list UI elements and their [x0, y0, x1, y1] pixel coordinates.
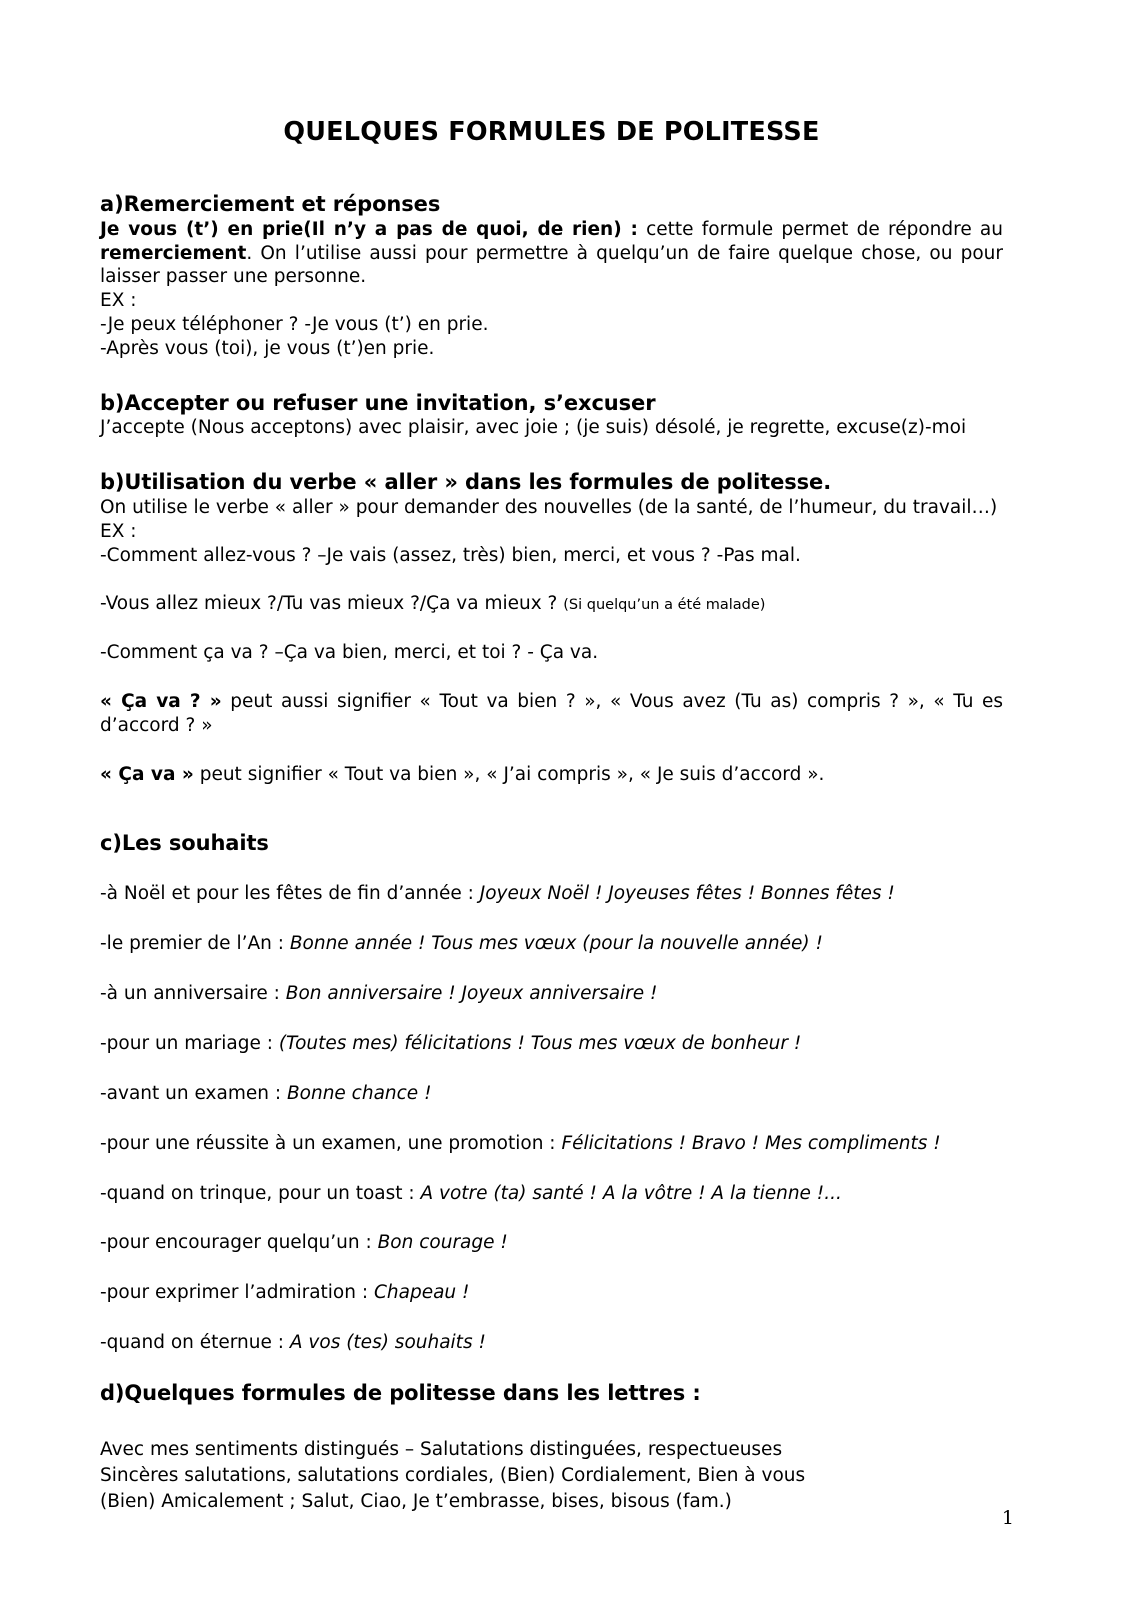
wish-label: -le premier de l’An : — [100, 933, 290, 955]
section-a-example-1: -Je peux téléphoner ? -Je vous (t’) en prie. — [100, 314, 489, 336]
wish-label: -à Noël et pour les fêtes de fin d’année : — [100, 883, 480, 905]
wish-label: -avant un examen : — [100, 1082, 287, 1104]
wish-example: Félicitations ! Bravo ! Mes compliments ! — [561, 1132, 941, 1154]
wish-example: Bon courage ! — [377, 1232, 508, 1254]
section-b2-body: On utilise le verbe « aller » pour demander des nouvelles (de la santé, de l’humeur, du travail…) — [100, 496, 998, 518]
wish-item — [100, 1182, 1003, 1206]
section-accepter-refuser — [100, 391, 1003, 440]
wish-item — [100, 982, 1003, 1006]
section-b2-heading: b)Utilisation du verbe « aller » dans les formules de politesse. — [100, 470, 832, 495]
section-a-example-2: -Après vous (toi), je vous (t’)en prie. — [100, 337, 435, 359]
section-b2-example-2 — [100, 592, 1003, 616]
wish-label: -pour encourager quelqu’un : — [100, 1232, 378, 1254]
wish-item — [100, 932, 1003, 956]
section-b1-body: J’accepte (Nous acceptons) avec plaisir, avec joie ; (je suis) désolé, je regrette, excuse(z)-moi — [100, 417, 967, 439]
section-b1-heading: b)Accepter ou refuser une invitation, s’excuser — [100, 390, 656, 415]
wish-example: A vos (tes) souhaits ! — [289, 1332, 486, 1354]
section-b2-example-2-main: -Vous allez mieux ?/Tu vas mieux ?/Ça va mieux ? — [100, 593, 564, 615]
section-d-line-2: Sincères salutations, salutations cordiales, (Bien) Cordialement, Bien à vous — [100, 1464, 806, 1486]
wish-item — [100, 1082, 1003, 1106]
wish-label: -pour un mariage : — [100, 1032, 279, 1054]
wish-item — [100, 1132, 1003, 1156]
section-b2-note-1 — [100, 690, 1003, 738]
wish-label: -pour une réussite à un examen, une promotion : — [100, 1132, 562, 1154]
section-c-heading: c)Les souhaits — [100, 830, 269, 855]
section-b2-ex-label: EX : — [100, 520, 137, 542]
section-a-bold-mid: remerciement — [100, 242, 247, 264]
wish-label: -quand on trinque, pour un toast : — [100, 1182, 421, 1204]
section-b2-note-2-bold: « Ça va » — [100, 763, 194, 785]
section-souhaits — [100, 831, 1003, 1355]
wish-item — [100, 1331, 1003, 1355]
section-a-body — [100, 218, 1003, 290]
section-a-body-part2: . On l’utilise aussi pour permettre à quelqu’un de faire quelque chose, ou pour laisser passer une personne. — [100, 242, 1003, 288]
section-a-heading: a)Remerciement et réponses — [100, 192, 441, 217]
page-title: QUELQUES FORMULES DE POLITESSE — [283, 117, 820, 147]
section-b2-note-1-rest: peut aussi signifier « Tout va bien ? », « Vous avez (Tu as) compris ? », « Tu es d’accord ? » — [100, 691, 1003, 737]
section-d-line-3: (Bien) Amicalement ; Salut, Ciao, Je t’embrasse, bises, bisous (fam.) — [100, 1491, 732, 1513]
wish-example: Joyeux Noël ! Joyeuses fêtes ! Bonnes fêtes ! — [479, 883, 895, 905]
section-a-ex-label: EX : — [100, 290, 137, 312]
section-b2-note-2 — [100, 763, 1003, 787]
wish-example: Bonne chance ! — [286, 1082, 432, 1104]
section-b2-example-3: -Comment ça va ? –Ça va bien, merci, et toi ? - Ça va. — [100, 642, 599, 664]
wish-label: -pour exprimer l’admiration : — [100, 1282, 374, 1304]
wish-item — [100, 882, 1003, 906]
wish-item — [100, 1281, 1003, 1305]
section-d-line-1: Avec mes sentiments distingués – Salutations distinguées, respectueuses — [100, 1438, 783, 1460]
wish-example: Bonne année ! Tous mes vœux (pour la nouvelle année) ! — [289, 933, 823, 955]
section-d-heading: d)Quelques formules de politesse dans les lettres : — [100, 1380, 701, 1405]
wish-label: -à un anniversaire : — [100, 983, 286, 1005]
wish-example: Chapeau ! — [373, 1282, 470, 1304]
wish-item — [100, 1032, 1003, 1056]
section-a-bold-lead: Je vous (t’) en prie(Il n’y a pas de quoi, de rien) : — [100, 218, 638, 240]
section-lettres — [100, 1381, 1003, 1515]
wish-example: A votre (ta) santé ! A la vôtre ! A la tienne !... — [420, 1182, 842, 1204]
section-a-body-part1: cette formule permet de répondre au — [637, 218, 1003, 240]
section-b2-note-1-bold: « Ça va ? » — [100, 691, 222, 713]
section-verbe-aller — [100, 470, 1003, 786]
section-remerciement — [100, 192, 1003, 361]
section-b2-example-1: -Comment allez-vous ? –Je vais (assez, très) bien, merci, et vous ? -Pas mal. — [100, 544, 801, 566]
wish-item — [100, 1231, 1003, 1255]
section-b2-example-2-note: (Si quelqu’un a été malade) — [563, 597, 766, 614]
wish-label: -quand on éternue : — [100, 1332, 290, 1354]
wish-example: Bon anniversaire ! Joyeux anniversaire ! — [285, 983, 658, 1005]
wish-example: (Toutes mes) félicitations ! Tous mes vœux de bonheur ! — [278, 1032, 802, 1054]
page-number: 1 — [1001, 1507, 1014, 1529]
section-b2-note-2-rest: peut signifier « Tout va bien », « J’ai compris », « Je suis d’accord ». — [193, 763, 825, 785]
